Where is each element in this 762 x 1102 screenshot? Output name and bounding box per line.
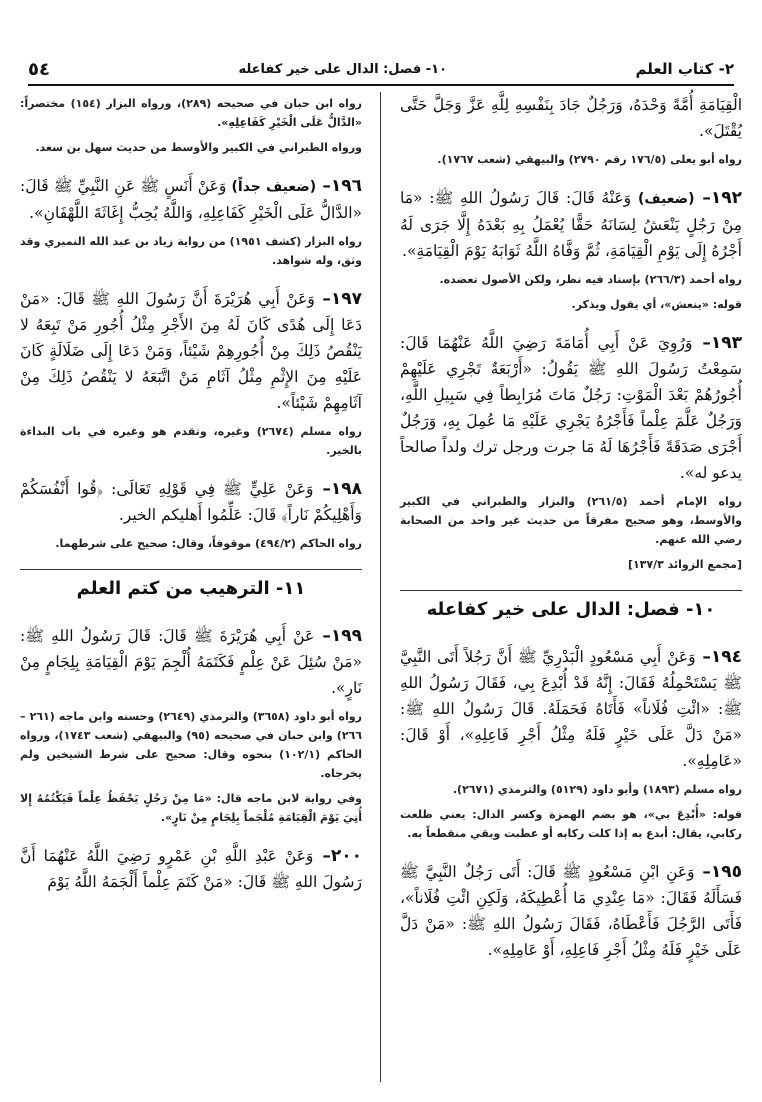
page-header xyxy=(28,54,734,84)
footnote: رواه أحمد (٢٦٦/٣) بإسناد فيه نظر، ولكن الأصول تعضده. xyxy=(439,273,742,286)
hadith-text: وَرُوِيَ عَنْ أَبِي أُمَامَةَ رَضِيَ اللَّهُ عَنْهُمَا قَالَ: سَمِعْتُ رَسُولَ اللهِ ﷺ يَقُولُ: «أَرْبَعَةٌ تَجْرِي عَلَيْهِمْ أُجُورُهُمْ بَعْدَ الْمَوْتِ: رَجُلٌ مَاتَ مُرَابِطاً فِي سَبِيلِ اللَّهِ، وَرَجُلٌ عَلَّمَ عِلْماً فَأَجْرُهُ يَجْرِي عَلَيْهِ مَا عُمِلَ بِهِ، وَرَجُلٌ أَجْرَى صَدَقَةً فَأَجْرُهَا لَهُ مَا جرت ورجل ترك ولداً صالحاً يدعو له». xyxy=(400,334,742,482)
hadith-192: ١٩٢– (ضعيف) وَعَنْهُ قَالَ: قَالَ رَسُولُ اللهِ ﷺ: «مَا مِنْ رَجُلٍ يَنْعَشُ لِسَانَهُ حَقًّا يُعْمَلُ بِهِ بَعْدَهُ إِلَّا جَرَى لَهُ أَجْرُهُ إِلَى يَوْمِ الْقِيَامَةِ، ثُمَّ وَفَّاهُ اللَّهُ ثَوَابَهُ يَوْمَ الْقِيَامَةِ». xyxy=(400,188,742,260)
footnote: رواه مسلم (٢٦٧٤) وغيره، وتقدم هو وغيره في باب البداءة بالخير. xyxy=(20,425,362,457)
hadith-text: عَنْ أَبِي هُرَيْرَةَ ﷺ قَالَ: قَالَ رَسُولُ اللهِ ﷺ: «مَنْ سُئِلَ عَنْ عِلْمٍ فَكَتَمَهُ أُلْجِمَ يَوْمَ الْقِيَامَةِ بِلِجَامٍ مِنْ نَارٍ». xyxy=(20,627,362,697)
left-column xyxy=(20,92,362,1082)
hadith-text: وَعَنْ أَبِي هُرَيْرَةَ أَنَّ رَسُولَ اللهِ ﷺ قَالَ: «مَنْ دَعَا إِلَى هُدًى كَانَ لَهُ مِنَ الأَجْرِ مِثْلُ أُجُورِ مَنْ تَبِعَهُ لا يَنْقُصُ ذَلِكَ مِنْ أُجُورِهِمْ شَيْئاً، وَمَنْ دَعَا إِلَى ضَلَالَةٍ كَانَ عَلَيْهِ مِنَ الإِثْمِ مِثْلُ آثَامِ مَنْ اتَّبَعَهُ لا يَنْقُصُ ذَلِكَ مِنْ آثَامِهِمْ شَيْئاً». xyxy=(20,290,362,412)
hadith-number: ١٩٥ xyxy=(710,862,742,882)
footnote: رواه ابن حبان في صحيحه (٢٨٩)، ورواه البزار (١٥٤) مختصراً: «الدَّالُّ عَلَى الْخَيْرِ كَفَاعِلِهِ». xyxy=(20,97,362,129)
chapter-title: ٢- كتاب العلم xyxy=(635,60,734,78)
footnote: رواه الحاكم (٤٩٤/٢) موقوفاً، وقال: صحيح على شرطهما. xyxy=(55,537,362,550)
footnote: رواه أبو داود (٣٦٥٨) والترمذي (٢٦٤٩) وحسنه وابن ماجه (٢٦١ – ٢٦٦) وابن حبان في صحيحه (٩٥) والبيهقي (شعب ١٧٤٣)، ورواه الحاكم (١٠٢/١) بنحوه وقال: صحيح على شرط الشيخين ولم يخرجاه. xyxy=(20,710,363,780)
hadith-195: ١٩٥– وَعَنِ ابْنِ مَسْعُودٍ ﷺ قَالَ: أَتَى رَجُلٌ النَّبِيَّ ﷺ فَسَأَلَهُ فَقَالَ: «مَا عِنْدِي مَا أُعْطِيكَهُ، وَلَكِنِ ائْتِ فُلَاناً»، فَأَتَى الرَّجُلَ فَأَعْطَاهُ، فَقَالَ رَسُولُ اللهِ ﷺ: «مَنْ دَلَّ عَلَى خَيْرٍ فَلَهُ مِثْلُ أَجْرِ فَاعِلِهِ، أَوْ عَامِلِهِ». xyxy=(400,862,742,959)
column-divider xyxy=(380,92,381,1082)
hadith-text: وَعَنْ أَنَسٍ ﷺ عَنِ النَّبِيِّ ﷺ قَالَ: «الدَّالُّ عَلَى الْخَيْرِ كَفَاعِلِهِ، وَاللَّهُ يُحِبُّ إِغَاثَةَ اللَّهْفَانِ». xyxy=(20,177,362,222)
footnote: رواه البزار (كشف ١٩٥١) من رواية زياد بن عبد الله النميري وقد وثق، وله شواهد. xyxy=(20,235,362,267)
footnote: رواه أبو يعلى (١٧٦/٥ رقم ٢٧٩٠) والبيهقي (شعب ١٧٦٧). xyxy=(437,153,742,166)
section-running-title: ١٠- فصل: الدال على خير كفاعله xyxy=(238,61,448,77)
hadith-194: ١٩٤– وَعَنْ أَبِي مَسْعُودٍ الْبَدْرِيِّ ﷺ أَنَّ رَجُلاً أَتَى النَّبِيَّ ﷺ يَسْتَحْمِلُهُ فَقَالَ: إِنَّهُ قَدْ أُبْدِعَ بِي، فَقَالَ رَسُولُ اللهِ ﷺ: «ائْتِ فُلَاناً» فَأَتَاهُ فَحَمَلَهُ. قَالَ رَسُولُ اللهِ ﷺ: «مَنْ دَلَّ عَلَى خَيْرٍ فَلَهُ مِثْلُ أَجْرِ فَاعِلِهِ»، أَوْ قَالَ: «عَامِلِهِ». xyxy=(400,647,742,770)
hadith-199: ١٩٩– عَنْ أَبِي هُرَيْرَةَ ﷺ قَالَ: قَالَ رَسُولُ اللهِ ﷺ: «مَنْ سُئِلَ عَنْ عِلْمٍ فَكَتَمَهُ أُلْجِمَ يَوْمَ الْقِيَامَةِ بِلِجَامٍ مِنْ نَارٍ». xyxy=(20,626,362,697)
hadith-193: ١٩٣– وَرُوِيَ عَنْ أَبِي أُمَامَةَ رَضِيَ اللَّهُ عَنْهُمَا قَالَ: سَمِعْتُ رَسُولَ اللهِ ﷺ يَقُولُ: «أَرْبَعَةٌ تَجْرِي عَلَيْهِمْ أُجُورُهُمْ بَعْدَ الْمَوْتِ: رَجُلٌ مَاتَ مُرَابِطاً فِي سَبِيلِ اللَّهِ، وَرَجُلٌ عَلَّمَ عِلْماً فَأَجْرُهُ يَجْرِي عَلَيْهِ مَا عُمِلَ بِهِ، وَرَجُلٌ أَجْرَى صَدَقَةً فَأَجْرُهَا لَهُ مَا جرت ورجل ترك ولداً صالحاً يدعو له». xyxy=(400,333,743,482)
hadith-text: وَعَنْ أَبِي مَسْعُودٍ الْبَدْرِيِّ ﷺ أَنَّ رَجُلاً أَتَى النَّبِيَّ ﷺ يَسْتَحْمِلُهُ فَقَالَ: إِنَّهُ قَدْ أُبْدِعَ بِي، فَقَالَ رَسُولُ اللهِ ﷺ: «ائْتِ فُلَاناً» فَأَتَاهُ فَحَمَلَهُ. قَالَ رَسُولُ اللهِ ﷺ: «مَنْ دَلَّ عَلَى خَيْرٍ فَلَهُ مِثْلُ أَجْرِ فَاعِلِهِ»، أَوْ قَالَ: «عَامِلِهِ». xyxy=(400,648,742,770)
hadith-196: ١٩٦– (ضعيف جداً) وَعَنْ أَنَسٍ ﷺ عَنِ النَّبِيِّ ﷺ قَالَ: «الدَّالُّ عَلَى الْخَيْرِ كَفَاعِلِهِ، وَاللَّهُ يُحِبُّ إِغَاثَةَ اللَّهْفَانِ». xyxy=(20,176,363,222)
hadith-text: وَعَنْ عَلِيٍّ ﷺ فِي قَوْلِهِ تَعَالَى: ﴿قُوا أَنْفُسَكُمْ وَأَهْلِيكُمْ نَاراً﴾ قَالَ: عَلِّمُوا أَهليكم الخير. xyxy=(20,480,362,524)
grade-label: (ضعيف جداً) xyxy=(231,179,317,195)
hadith-text: وَعَنِ ابْنِ مَسْعُودٍ ﷺ قَالَ: أَتَى رَجُلٌ النَّبِيَّ ﷺ فَسَأَلَهُ فَقَالَ: «مَا عِنْدِي مَا أُعْطِيكَهُ، وَلَكِنِ ائْتِ فُلَاناً»، فَأَتَى الرَّجُلَ فَأَعْطَاهُ، فَقَالَ رَسُولُ اللهِ ﷺ: «مَنْ دَلَّ عَلَى خَيْرٍ فَلَهُ مِثْلُ أَجْرِ فَاعِلِهِ، أَوْ عَامِلِهِ». xyxy=(400,863,742,959)
footnote: قوله: «أُبْدِعَ بي»، هو بضم الهمزة وكسر الدال: يعني ظلعت ركابي، يقال: أبدع به إذا كلت ركابه أو عطبت وبقي منقطعاً به. xyxy=(400,808,742,840)
hadith-198: ١٩٨– وَعَنْ عَلِيٍّ ﷺ فِي قَوْلِهِ تَعَالَى: ﴿قُوا أَنْفُسَكُمْ وَأَهْلِيكُمْ نَاراً﴾ قَالَ: عَلِّمُوا أَهليكم الخير. xyxy=(20,479,362,524)
hadith-197: ١٩٧– وَعَنْ أَبِي هُرَيْرَةَ أَنَّ رَسُولَ اللهِ ﷺ قَالَ: «مَنْ دَعَا إِلَى هُدًى كَانَ لَهُ مِنَ الأَجْرِ مِثْلُ أُجُورِ مَنْ تَبِعَهُ لا يَنْقُصُ ذَلِكَ مِنْ أُجُورِهِمْ شَيْئاً، وَمَنْ دَعَا إِلَى ضَلَالَةٍ كَانَ عَلَيْهِ مِنَ الإِثْمِ مِثْلُ آثَامِ مَنْ اتَّبَعَهُ لا يَنْقُصُ ذَلِكَ مِنْ آثَامِهِمْ شَيْئاً». xyxy=(20,289,363,412)
hadith-number: ١٩٤ xyxy=(710,647,742,667)
hadith-number: ١٩٧ xyxy=(330,289,363,309)
grade-label: (ضعيف) xyxy=(637,191,695,207)
header-rule xyxy=(28,84,734,86)
right-column xyxy=(400,92,742,1082)
footnote: [مجمع الزوائد ١٣٧/٣] xyxy=(627,558,742,571)
hadith-number: ١٩٢ xyxy=(710,188,742,208)
hadith-number: ١٩٨ xyxy=(330,479,362,499)
hadith-200: ٢٠٠– وَعَنْ عَبْدِ اللَّهِ بْنِ عَمْرٍو رَضِيَ اللَّهُ عَنْهُمَا أَنَّ رَسُولَ اللهِ ﷺ قَالَ: «مَنْ كَتَمَ عِلْماً أَلْجَمَهُ اللَّهُ يَوْمَ xyxy=(20,846,362,891)
hadith-text: وَعَنْ عَبْدِ اللَّهِ بْنِ عَمْرٍو رَضِيَ اللَّهُ عَنْهُمَا أَنَّ رَسُولَ اللهِ ﷺ قَالَ: «مَنْ كَتَمَ عِلْماً أَلْجَمَهُ اللَّهُ يَوْمَ xyxy=(20,847,362,891)
continued-hadith: الْقِيَامَةِ أُمَّةً وَحْدَهُ، وَرَجُلٌ جَادَ بِنَفْسِهِ لِلَّهِ عَزَّ وَجَلَّ حَتَّى يُقْتَلَ». xyxy=(400,96,742,140)
hadith-number: ١٩٦ xyxy=(330,176,363,196)
footnote: رواه مسلم (١٨٩٣) وأبو داود (٥١٢٩) والترمذي (٢٦٧١). xyxy=(452,783,742,796)
section-heading: ١٠- فصل: الدال على خير كفاعله xyxy=(400,590,742,630)
section-heading: ١١- الترهيب من كتم العلم xyxy=(20,569,362,609)
hadith-number: ١٩٣ xyxy=(710,333,743,353)
footnote: ورواه الطبراني في الكبير والأوسط من حديث سهل بن سعد. xyxy=(35,141,362,154)
footnote: قوله: «ينعش»، أي يقول ويذكر. xyxy=(571,298,742,311)
footnote: رواه الإمام أحمد (٢٦١/٥) والبزار والطبراني في الكبير والأوسط، وهو صحيح مفرقاً من حديث غير واحد من الصحابة رضي الله عنهم. xyxy=(400,495,742,546)
hadith-text: وَعَنْهُ قَالَ: قَالَ رَسُولُ اللهِ ﷺ: «مَا مِنْ رَجُلٍ يَنْعَشُ لِسَانَهُ حَقًّا يُعْمَلُ بِهِ بَعْدَهُ إِلَّا جَرَى لَهُ أَجْرُهُ إِلَى يَوْمِ الْقِيَامَةِ، ثُمَّ وَفَّاهُ اللَّهُ ثَوَابَهُ يَوْمَ الْقِيَامَةِ». xyxy=(400,189,742,260)
footnote: وفي رواية لابن ماجه قال: «مَا مِنْ رَجُلٍ يَحْفَظُ عِلْماً فَيَكْتُمُهُ إِلا أُتِيَ يَوْمَ الْقِيَامَةِ مُلْجَماً بِلِجَامٍ مِنْ نَارٍ». xyxy=(20,792,362,824)
hadith-number: ٢٠٠ xyxy=(330,846,362,866)
page-number: ٥٤ xyxy=(28,58,50,80)
hadith-number: ١٩٩ xyxy=(330,626,362,646)
